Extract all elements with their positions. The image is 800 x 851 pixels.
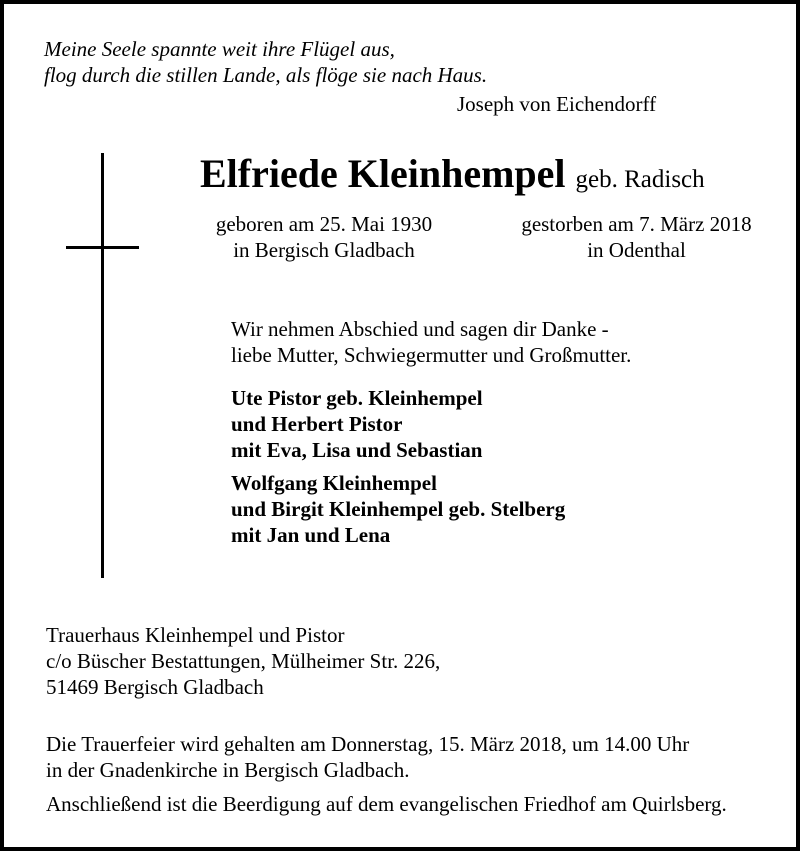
farewell-line-1: Wir nehmen Abschied und sagen dir Danke - bbox=[231, 317, 609, 341]
family-1-line-2: und Herbert Pistor bbox=[231, 412, 403, 436]
family-1-line-3: mit Eva, Lisa und Sebastian bbox=[231, 438, 483, 462]
address-line-1: Trauerhaus Kleinhempel und Pistor bbox=[46, 623, 345, 647]
maiden-name: geb. Radisch bbox=[575, 166, 705, 193]
cross-bar bbox=[66, 246, 139, 249]
deceased-name-block bbox=[200, 152, 705, 202]
family-2-line-2: und Birgit Kleinhempel geb. Stelberg bbox=[231, 497, 566, 521]
death-date: gestorben am 7. März 2018 bbox=[521, 212, 752, 236]
address-line-2: c/o Büscher Bestattungen, Mülheimer Str. 226, bbox=[46, 649, 441, 673]
quote-author: Joseph von Eichendorff bbox=[457, 92, 657, 116]
farewell-line-2: liebe Mutter, Schwiegermutter und Großmutter. bbox=[231, 343, 632, 367]
deceased-name: Elfriede Kleinhempel bbox=[200, 151, 566, 196]
family-2-line-3: mit Jan und Lena bbox=[231, 523, 391, 547]
birth-date: geboren am 25. Mai 1930 bbox=[215, 212, 433, 236]
birth-place: in Bergisch Gladbach bbox=[233, 238, 415, 262]
ceremony-line-2: in der Gnadenkirche in Bergisch Gladbach. bbox=[46, 758, 410, 782]
ceremony-line-1: Die Trauerfeier wird gehalten am Donnerstag, 15. März 2018, um 14.00 Uhr bbox=[46, 732, 690, 756]
family-2-line-1: Wolfgang Kleinhempel bbox=[231, 471, 437, 495]
death-place: in Odenthal bbox=[587, 238, 686, 262]
address-line-3: 51469 Bergisch Gladbach bbox=[46, 675, 264, 699]
quote-line-1: Meine Seele spannte weit ihre Flügel aus, bbox=[44, 37, 395, 61]
cross-icon bbox=[101, 153, 104, 578]
quote-line-2: flog durch die stillen Lande, als flöge sie nach Haus. bbox=[44, 63, 488, 87]
ceremony-line-3: Anschließend ist die Beerdigung auf dem evangelischen Friedhof am Quirlsberg. bbox=[46, 792, 727, 816]
family-1-line-1: Ute Pistor geb. Kleinhempel bbox=[231, 386, 483, 410]
